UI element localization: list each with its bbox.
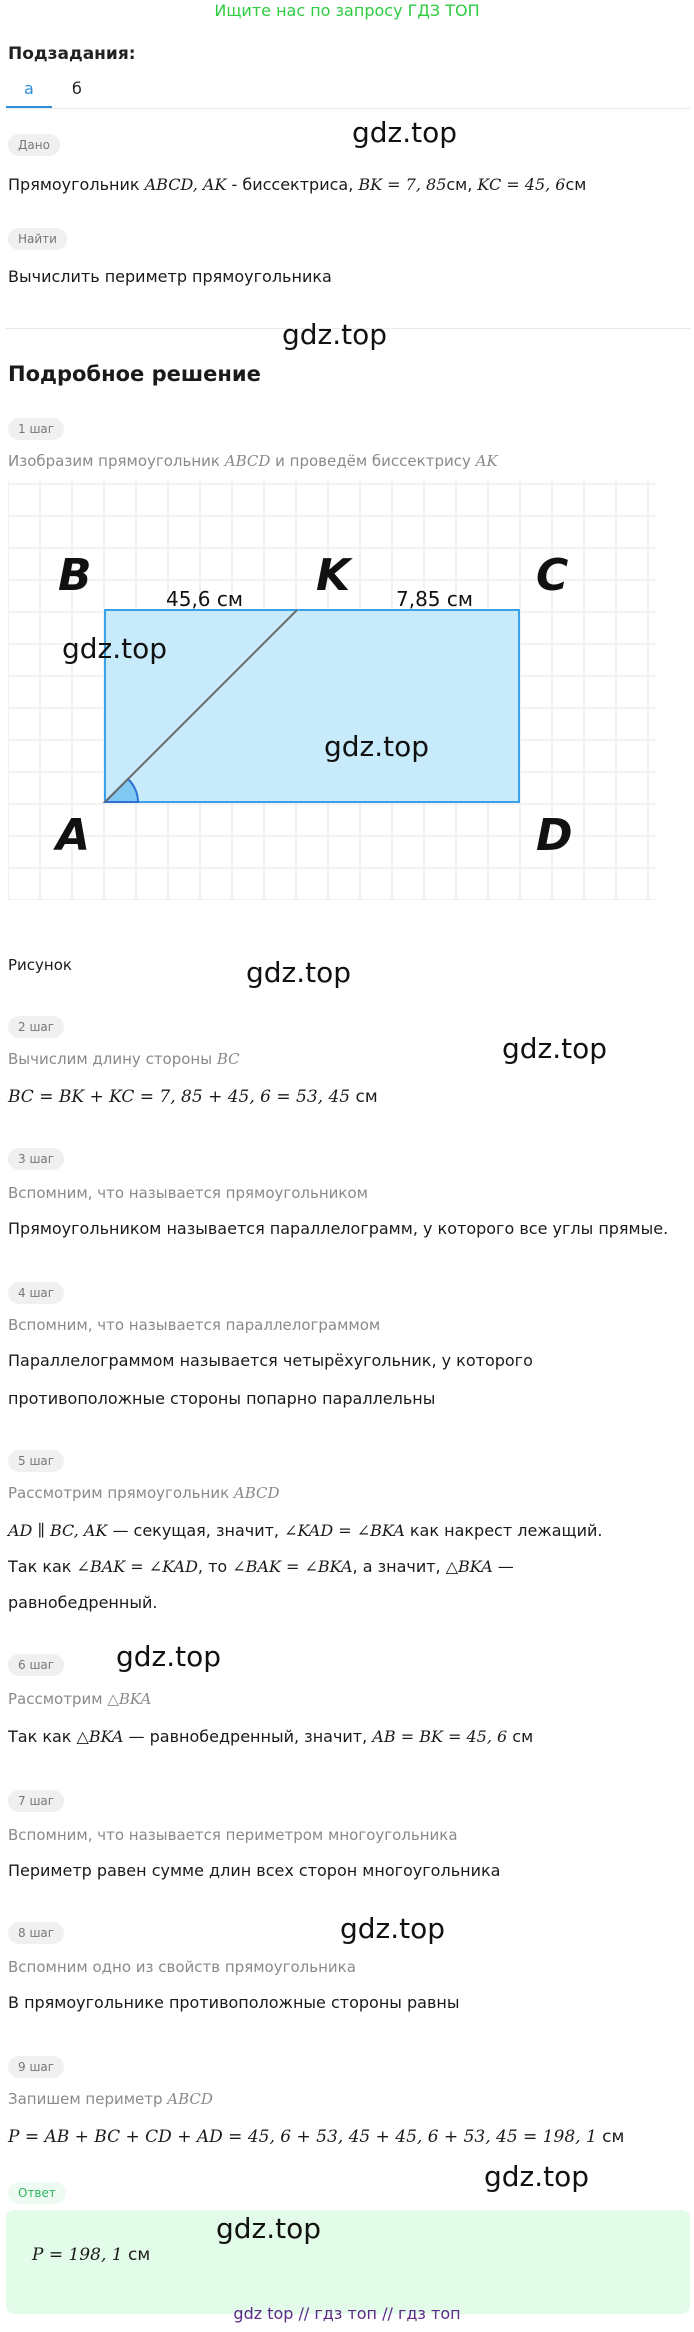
label-d: D (536, 810, 573, 861)
step-5-line-2: Так как ∠BAK = ∠KAD, то ∠BAK = ∠BKA, а значит, △BKA — (8, 1557, 514, 1576)
step-5-line-1: AD ∥ BC, AK — секущая, значит, ∠KAD = ∠BKA как накрест лежащий. (8, 1521, 603, 1540)
label-a: A (56, 810, 91, 861)
solution-heading: Подробное решение (8, 362, 261, 386)
rectangle-abcd (105, 610, 519, 802)
label-c: C (536, 550, 569, 601)
answer-formula: P = 198, 1 см (32, 2245, 151, 2265)
step-6-tag: 6 шаг (8, 1654, 64, 1676)
watermark: gdz.top (216, 2212, 322, 2245)
watermark: gdz.top (282, 318, 388, 351)
watermark: gdz.top (62, 632, 168, 665)
watermark: gdz.top (246, 956, 352, 989)
watermark: gdz.top (116, 1640, 222, 1673)
step-7-text: Вспомним, что называется периметром многоугольника (8, 1826, 458, 1844)
figure-caption: Рисунок (8, 956, 72, 974)
step-2-formula: BC = BK + KC = 7, 85 + 45, 6 = 53, 45 см (8, 1087, 378, 1107)
watermark: gdz.top (484, 2160, 590, 2193)
step-7-tag: 7 шаг (8, 1790, 64, 1812)
step-3-text: Вспомним, что называется прямоугольником (8, 1184, 368, 1202)
step-4-tag: 4 шаг (8, 1282, 64, 1304)
find-text: Вычислить периметр прямоугольника (8, 267, 332, 286)
step-6-body: Так как △BKA — равнобедренный, значит, AB = BK = 45, 6 см (8, 1727, 534, 1746)
label-kc-length: 7,85 см (396, 587, 473, 611)
step-6-text: Рассмотрим △BKA (8, 1690, 152, 1708)
watermark: gdz.top (324, 730, 430, 763)
step-9-text: Запишем периметр ABCD (8, 2090, 213, 2108)
step-8-text: Вспомним одно из свойств прямоугольника (8, 1958, 356, 1976)
step-3-body: Прямоугольником называется параллелограмм, у которого все углы прямые. (8, 1219, 669, 1238)
divider (6, 108, 690, 109)
search-banner: Ищите нас по запросу ГДЗ ТОП (214, 1, 480, 20)
step-8-tag: 8 шаг (8, 1922, 64, 1944)
step-8-body: В прямоугольнике противоположные стороны равны (8, 1993, 460, 2012)
step-2-tag: 2 шаг (8, 1016, 64, 1038)
step-1-tag: 1 шаг (8, 418, 64, 440)
step-5-text: Рассмотрим прямоугольник ABCD (8, 1484, 280, 1502)
label-b: B (58, 550, 92, 601)
footer-links[interactable]: gdz top // гдз топ // гдз топ (233, 2304, 461, 2323)
step-5-line-3: равнобедренный. (8, 1593, 158, 1612)
subtasks-label: Подзадания: (8, 44, 136, 64)
step-7-body: Периметр равен сумме длин всех сторон многоугольника (8, 1861, 501, 1880)
find-tag: Найти (8, 228, 67, 250)
answer-tag: Ответ (8, 2182, 66, 2204)
step-4-body-2: противоположные стороны попарно параллельны (8, 1389, 436, 1408)
tab-b[interactable]: б (72, 79, 82, 98)
step-1-text: Изобразим прямоугольник ABCD и проведём биссектрису AK (8, 452, 498, 470)
watermark: gdz.top (352, 116, 458, 149)
tab-a[interactable]: а (24, 79, 34, 98)
step-5-tag: 5 шаг (8, 1450, 64, 1472)
watermark: gdz.top (340, 1912, 446, 1945)
step-2-text: Вычислим длину стороны BC (8, 1050, 240, 1068)
given-tag: Дано (8, 134, 60, 156)
step-3-tag: 3 шаг (8, 1148, 64, 1170)
step-4-text: Вспомним, что называется параллелограммом (8, 1316, 381, 1334)
label-bk-length: 45,6 см (166, 587, 243, 611)
label-k: K (316, 550, 351, 601)
step-4-body-1: Параллелограммом называется четырёхугольник, у которого (8, 1351, 533, 1370)
given-text: Прямоугольник ABCD, AK - биссектриса, BK = 7, 85см, KC = 45, 6см (8, 175, 587, 194)
watermark: gdz.top (502, 1032, 608, 1065)
step-9-tag: 9 шаг (8, 2056, 64, 2078)
step-9-formula: P = AB + BC + CD + AD = 45, 6 + 53, 45 + 45, 6 + 53, 45 = 198, 1 см (8, 2127, 625, 2147)
rectangle-figure (8, 480, 656, 900)
